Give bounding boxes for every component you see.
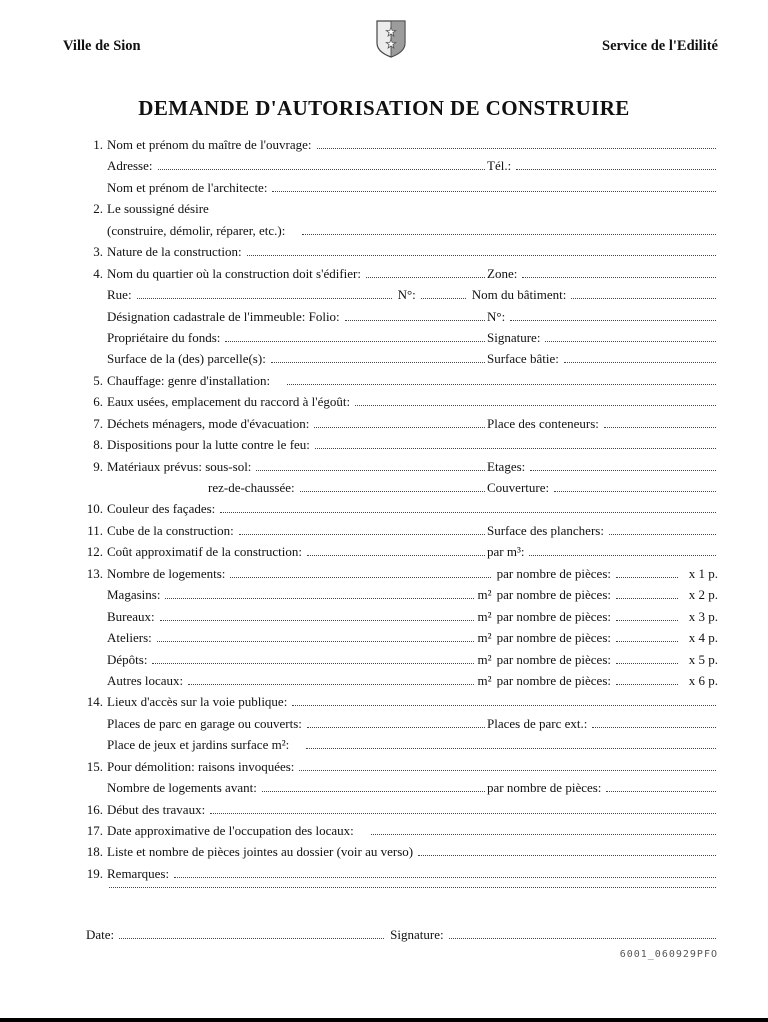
dotted-fill-line: [616, 620, 678, 621]
dotted-fill-line: [449, 938, 716, 939]
dotted-fill-line: [272, 191, 716, 192]
item-number: 13.: [86, 565, 103, 581]
field-label: Nombre de logements avant:: [107, 780, 257, 796]
dotted-fill-line: [366, 277, 485, 278]
form-line-16: [86, 802, 718, 823]
dotted-fill-line: [554, 491, 716, 492]
form-line-17: [86, 823, 718, 844]
item-number: 16.: [86, 801, 103, 817]
field-label: Chauffage: genre d'installation:: [107, 372, 271, 388]
dotted-fill-line: [306, 748, 716, 749]
form-line-12: [86, 544, 718, 565]
date-signature-line: [86, 927, 718, 943]
dotted-fill-line: [225, 341, 485, 342]
dotted-fill-line: [616, 598, 678, 599]
field-label: par nombre de pièces:: [496, 565, 611, 581]
form-line-9: [86, 459, 718, 480]
dotted-fill-line: [606, 791, 716, 792]
form-line-10: [86, 501, 718, 522]
field-label: Tél.:: [487, 158, 512, 174]
item-number: 7.: [93, 415, 103, 431]
field-label: Matériaux prévus: sous-sol:: [107, 458, 252, 474]
field-label: (construire, démolir, réparer, etc.):: [107, 222, 286, 238]
field-label: par nombre de pièces:: [496, 651, 611, 667]
item-number: 11.: [87, 522, 103, 538]
field-label: Eaux usées, emplacement du raccord à l'égoût:: [107, 394, 351, 410]
field-label: Rue:: [107, 287, 132, 303]
dotted-fill-line: [302, 234, 716, 235]
form-line-4-proprietaire: [86, 330, 718, 351]
per-piece-label: x 1 p.: [688, 565, 718, 581]
field-label: Autres locaux:: [107, 672, 184, 688]
form-line-1-adresse: [86, 158, 718, 179]
item-number: 15.: [86, 758, 103, 774]
form-line-4-surface: [86, 351, 718, 372]
form-line-19: [86, 866, 718, 887]
field-label: Etages:: [487, 458, 526, 474]
form-line-13-bureaux: [86, 609, 718, 630]
field-label: Propriétaire du fonds:: [107, 329, 221, 345]
form-line-14: [86, 694, 718, 715]
field-label: Liste et nombre de pièces jointes au dossier (voir au verso): [107, 844, 414, 860]
item-number: 9.: [93, 458, 103, 474]
date-label: Date:: [86, 926, 115, 942]
field-label: par nombre de pièces:: [487, 780, 602, 796]
unit-label: m²: [477, 672, 492, 688]
dotted-fill-line: [299, 770, 716, 771]
field-label: Lieux d'accès sur la voie publique:: [107, 694, 288, 710]
dotted-fill-line: [262, 791, 485, 792]
form-line-3: [86, 244, 718, 265]
field-label: Désignation cadastrale de l'immeuble: Folio:: [107, 308, 340, 324]
item-number: 3.: [93, 244, 103, 260]
dotted-fill-line: [160, 620, 474, 621]
page-title: DEMANDE D'AUTORISATION DE CONSTRUIRE: [138, 96, 630, 120]
dotted-fill-line: [604, 427, 716, 428]
field-label: Nom du bâtiment:: [471, 287, 567, 303]
application-form: [0, 121, 768, 960]
field-label: Cube de la construction:: [107, 522, 234, 538]
form-line-15: [86, 759, 718, 780]
form-line-4-rue: [86, 287, 718, 308]
field-label: Dispositions pour la lutte contre le feu:: [107, 437, 310, 453]
unit-label: m²: [477, 608, 492, 624]
unit-label: m²: [477, 630, 492, 646]
field-label: N°:: [487, 308, 506, 324]
field-label: par nombre de pièces:: [496, 608, 611, 624]
item-number: 1.: [93, 137, 103, 152]
form-line-13-ateliers: [86, 630, 718, 651]
per-piece-label: x 5 p.: [688, 651, 718, 667]
dotted-fill-line: [616, 577, 678, 578]
dotted-fill-line: [165, 598, 473, 599]
field-label: Nombre de logements:: [107, 565, 226, 581]
field-label: Couleur des façades:: [107, 501, 216, 517]
field-label: Couverture:: [487, 480, 550, 495]
item-number: 18.: [86, 844, 103, 860]
form-line-1: [86, 137, 718, 158]
item-number: 8.: [93, 437, 103, 453]
field-label: Magasins:: [107, 587, 161, 603]
field-label: Place des conteneurs:: [487, 415, 599, 431]
dotted-fill-line: [158, 169, 486, 170]
dotted-fill-line: [616, 663, 678, 664]
field-label: Place de jeux et jardins surface m²:: [107, 737, 290, 753]
form-line-15-avant: [86, 780, 718, 801]
per-piece-label: x 3 p.: [688, 608, 718, 624]
dotted-fill-line: [152, 663, 473, 664]
form-line-6: [86, 394, 718, 415]
item-number: 6.: [93, 394, 103, 410]
field-label: N°:: [397, 287, 416, 303]
field-label: Date approximative de l'occupation des locaux:: [107, 823, 354, 838]
form-line-9-rez: [86, 480, 718, 501]
signature-label: Signature:: [390, 926, 444, 942]
item-number: 19.: [86, 865, 103, 881]
dotted-fill-line: [616, 641, 678, 642]
per-piece-label: x 2 p.: [688, 587, 718, 603]
dotted-fill-line: [307, 727, 485, 728]
form-line-13-depots: [86, 652, 718, 673]
field-label: Coût approximatif de la construction:: [107, 544, 302, 560]
dotted-fill-line: [516, 169, 716, 170]
dotted-fill-line: [292, 705, 716, 706]
document-reference-code: 6001_060929PFO: [619, 948, 718, 960]
dotted-fill-line: [510, 320, 716, 321]
page-header: [63, 28, 718, 64]
dotted-fill-line: [564, 362, 716, 363]
dotted-fill-line: [609, 534, 716, 535]
form-line-8: [86, 437, 718, 458]
field-label: Zone:: [487, 265, 518, 281]
form-line-7: [86, 416, 718, 437]
field-label: Surface des planchers:: [487, 522, 604, 538]
field-label: Pour démolition: raisons invoquées:: [107, 758, 295, 774]
field-label: Ateliers:: [107, 630, 152, 646]
dotted-fill-line: [174, 877, 716, 878]
form-line-13: [86, 566, 718, 587]
field-label: Surface de la (des) parcelle(s):: [107, 351, 266, 367]
field-label: Places de parc en garage ou couverts:: [107, 715, 302, 731]
form-line-11: [86, 523, 718, 544]
field-label: par nombre de pièces:: [496, 672, 611, 688]
sion-coat-of-arms-icon: [376, 20, 406, 58]
dotted-fill-line: [530, 470, 716, 471]
header-right-title: Service de l'Edilité: [602, 37, 718, 54]
item-number: 4.: [93, 265, 103, 281]
unit-label: m²: [477, 651, 492, 667]
form-line-19-continuation: [86, 887, 718, 908]
item-number: 2.: [93, 201, 103, 217]
dotted-fill-line: [239, 534, 485, 535]
dotted-fill-line: [230, 577, 490, 578]
dotted-fill-line: [188, 684, 473, 685]
field-label: Début des travaux:: [107, 801, 206, 817]
field-label: Déchets ménagers, mode d'évacuation:: [107, 415, 310, 431]
dotted-fill-line: [317, 148, 716, 149]
form-line-18: [86, 844, 718, 865]
dotted-fill-line: [314, 427, 485, 428]
field-label: Bureaux:: [107, 608, 155, 624]
dotted-fill-line: [256, 470, 485, 471]
field-label: Nom et prénom de l'architecte:: [107, 179, 268, 195]
item-number: 14.: [86, 694, 103, 710]
form-line-14-parc: [86, 716, 718, 737]
item-number: 10.: [86, 501, 103, 517]
header-left-title: Ville de Sion: [63, 37, 141, 54]
dotted-fill-line: [220, 512, 716, 513]
dotted-fill-line: [137, 298, 392, 299]
form-line-14-jeux: [86, 737, 718, 758]
dotted-fill-line: [157, 641, 474, 642]
form-line-13-autres: [86, 673, 718, 694]
dotted-fill-line: [210, 813, 716, 814]
field-label: Nom et prénom du maître de l'ouvrage:: [107, 137, 312, 152]
per-piece-label: x 6 p.: [688, 672, 718, 688]
dotted-fill-line: [522, 277, 716, 278]
field-label: Places de parc ext.:: [487, 715, 588, 731]
dotted-fill-line: [355, 405, 716, 406]
dotted-fill-line: [571, 298, 716, 299]
field-label: Signature:: [487, 329, 541, 345]
field-label: Dépôts:: [107, 651, 148, 667]
dotted-fill-line: [247, 255, 716, 256]
item-number: 5.: [93, 372, 103, 388]
field-label: par m³:: [487, 544, 525, 560]
dotted-fill-line: [529, 555, 716, 556]
dotted-fill-line: [616, 684, 678, 685]
dotted-fill-line: [300, 491, 485, 492]
form-line-2-desire: [86, 223, 718, 244]
field-label: par nombre de pièces:: [496, 630, 611, 646]
dotted-fill-line: [592, 727, 716, 728]
dotted-fill-line: [421, 298, 466, 299]
dotted-fill-line: [418, 855, 716, 856]
dotted-fill-line: [119, 938, 384, 939]
item-number: 17.: [86, 823, 103, 838]
dotted-fill-line: [287, 384, 716, 385]
page-bottom-scan-edge: [0, 1018, 768, 1022]
per-piece-label: x 4 p.: [688, 630, 718, 646]
field-label: rez-de-chaussée:: [208, 480, 295, 495]
field-label: Remarques:: [107, 865, 170, 881]
form-line-5: [86, 373, 718, 394]
dotted-fill-line: [345, 320, 485, 321]
dotted-fill-line: [371, 834, 716, 835]
form-line-2: [86, 201, 718, 222]
dotted-fill-line: [271, 362, 485, 363]
field-label: Adresse:: [107, 158, 153, 174]
field-label: Nature de la construction:: [107, 244, 242, 260]
form-line-13-magasins: [86, 587, 718, 608]
form-line-4: [86, 266, 718, 287]
field-label: Nom du quartier où la construction doit s'édifier:: [107, 265, 361, 281]
form-line-1-architecte: [86, 180, 718, 201]
unit-label: m²: [477, 587, 492, 603]
field-label: Le soussigné désire: [107, 201, 209, 217]
dotted-fill-line: [307, 555, 485, 556]
field-label: par nombre de pièces:: [496, 587, 611, 603]
form-line-4-cadastre: [86, 309, 718, 330]
dotted-fill-line: [545, 341, 716, 342]
dotted-fill-line: [315, 448, 716, 449]
field-label: Surface bâtie:: [487, 351, 559, 367]
dotted-fill-line: [109, 887, 716, 888]
item-number: 12.: [86, 544, 103, 560]
